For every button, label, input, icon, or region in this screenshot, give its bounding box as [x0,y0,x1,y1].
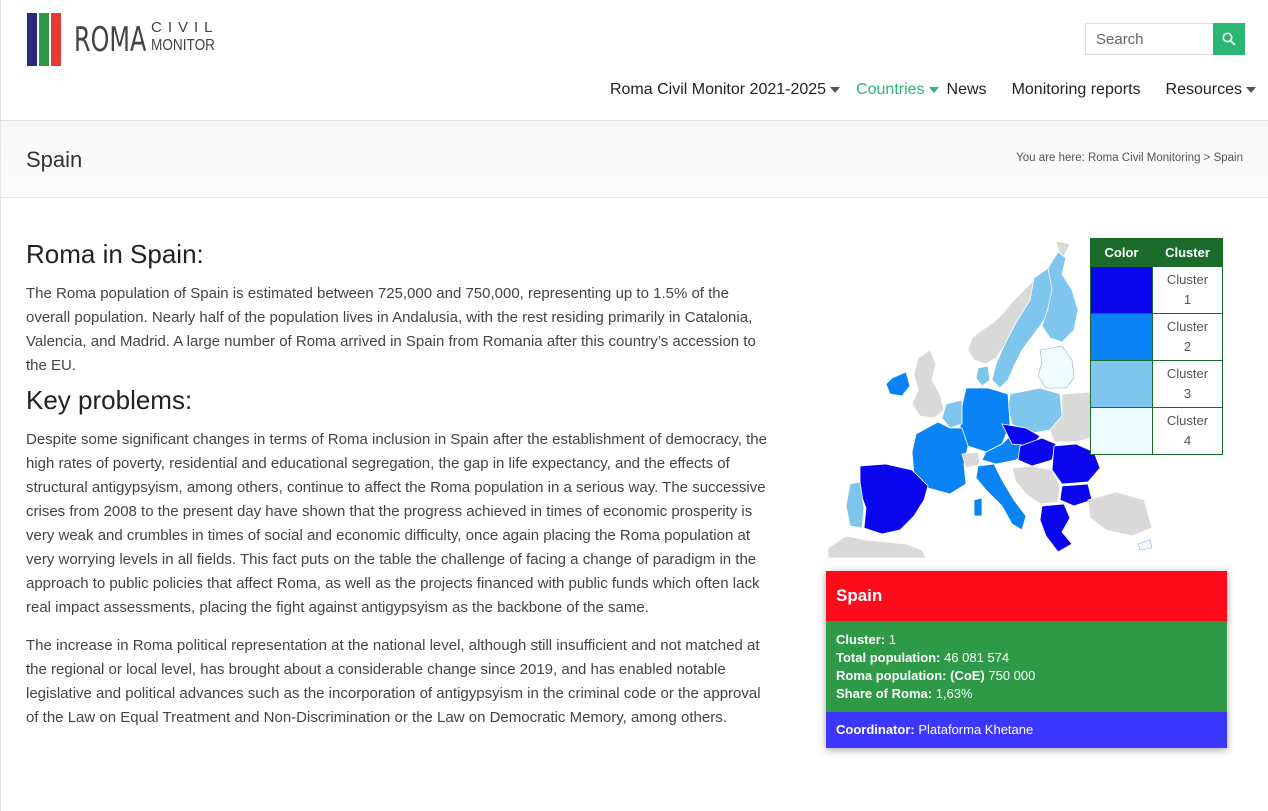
legend-color-swatch [1091,408,1153,455]
search-button[interactable] [1213,23,1245,55]
map-region-bulgaria[interactable] [1060,484,1092,506]
map-region-germany[interactable] [960,388,1010,452]
card-cluster-value: 1 [885,632,896,647]
card-share-label: Share of Roma: [836,686,933,701]
card-roma-population-label: Roma population: (CoE) [836,668,985,683]
legend-cluster-label [1153,408,1223,455]
legend-cluster-word: Cluster [1166,366,1209,381]
card-title: Spain [826,571,1227,621]
card-stats [826,621,1227,712]
logo-word-monitor: MONITOR [151,37,215,54]
legend-cluster-label [1153,314,1223,361]
legend-cluster-number: 4 [1183,433,1192,448]
card-share-value: 1,63% [932,686,973,701]
logo-bar-blue [27,13,37,66]
legend-cluster-word: Cluster [1166,319,1209,334]
card-share-line [836,685,1217,703]
logo-bar-red [51,13,61,66]
nav-item-news[interactable] [947,81,987,99]
legend-row [1091,361,1223,408]
country-info-card [826,571,1227,748]
map-region-turkey[interactable] [1088,492,1152,536]
card-total-population-line [836,649,1217,667]
breadcrumb [1016,152,1243,164]
legend-cluster-number: 2 [1183,339,1192,354]
breadcrumb-prefix: You are here: [1016,152,1088,164]
chevron-down-icon [1246,87,1256,93]
paragraph-roma-population: The Roma population of Spain is estimated between 725,000 and 750,000, representing up to 1.5% of the overall population. Nearly half of the population lives in Andalusia, with the rest residing primarily in Catalonia, Valencia, and Madrid. A large number of Roma arrived in Spain from Romania after this country’s accession to the EU. [26,285,756,374]
logo-bars [27,13,65,67]
card-total-population-label: Total population: [836,650,941,665]
site-logo[interactable] [27,13,227,67]
card-total-population-value: 46 081 574 [940,650,1010,665]
legend-cluster-word: Cluster [1166,272,1209,287]
card-coordinator-label: Coordinator: [836,722,915,737]
legend-color-swatch [1091,361,1153,408]
paragraph-key-problems: Despite some significant changes in terms of Roma inclusion in Spain after the establishment of democracy, the high rates of poverty, residential and educational segregation, the gap in life expectancy, and the effects of structural antigypsyism, among others, continue to affect the Roma population in a serious way. The successive crises from 2008 to the present day have shown that the progress achieved in times of economic prosperity is very weak and crumbles in times of social and economic difficulty, once again placing the Roma population at very worrying levels in all fields. This fact puts on the table the challenge of facing a change of paradigm in the approach to public policies that affect Roma, as well as the projects financed with public funds which often lack real impact assessments, placing the fight against antigypsyism as the backbone of the same. [26,431,767,616]
paragraph-political-representation: The increase in Roma political representation at the national level, although still insufficient and not matched at the regional or local level, has brought about a considerable change since 2019, and has enabled notable legislative and political advances such as the incorporation of antigypsyism in the criminal code or the approval of the Law on Equal Treatment and Non-Discrimination or the Law on Democratic Memory, among others. [26,637,761,726]
cluster-legend-table [1090,238,1223,455]
nav-item-label: Monitoring reports [1011,81,1141,98]
chevron-down-icon [929,87,939,93]
heading-roma-in-spain: Roma in Spain: [26,239,204,269]
nav-item-label: Roma Civil Monitor 2021-2025 [609,81,827,98]
legend-color-swatch [1091,314,1153,361]
legend-row [1091,408,1223,455]
page-title: Spain [26,147,83,172]
main-nav [585,78,1256,102]
legend-row [1091,314,1223,361]
map-region-uk[interactable] [912,350,944,418]
map-region-cyprus[interactable] [1138,540,1152,550]
map-region-portugal[interactable] [846,482,864,528]
breadcrumb-separator: > [1200,152,1214,164]
map-region-ireland[interactable] [886,372,910,396]
chevron-down-icon [830,87,840,93]
nav-item-monitoring-reports[interactable] [1012,81,1141,99]
card-roma-population-value: 750 000 [984,668,1036,683]
breadcrumb-current: Spain [1213,152,1243,164]
legend-header-cluster: Cluster [1153,239,1223,267]
card-coordinator [826,712,1227,748]
nav-item-label: News [946,81,987,98]
search-input[interactable] [1085,23,1214,55]
map-region-baltics[interactable] [1038,346,1074,388]
map-region-benelux[interactable] [942,400,962,428]
legend-row [1091,267,1223,314]
card-roma-population-line [836,667,1217,685]
page-title-bar [0,121,1268,198]
legend-cluster-word: Cluster [1166,413,1209,428]
card-cluster-label: Cluster: [836,632,886,647]
nav-item-countries[interactable] [856,81,938,99]
legend-cluster-number: 1 [1183,292,1192,307]
map-region-balkans[interactable] [1012,466,1060,504]
article-content [26,238,776,730]
map-region-switzerland[interactable] [962,452,980,468]
legend-header-row [1091,239,1223,267]
nav-item-roma-civil-monitor[interactable] [610,81,840,99]
card-cluster-line [836,631,1217,649]
search-form [1085,23,1245,55]
card-coordinator-value: Plataforma Khetane [914,722,1034,737]
legend-cluster-number: 3 [1183,386,1192,401]
map-region-sardinia[interactable] [974,498,982,516]
legend-color-swatch [1091,267,1153,314]
legend-header-color: Color [1091,239,1153,267]
heading-key-problems: Key problems: [26,385,193,415]
nav-item-label: Resources [1165,81,1242,98]
legend-cluster-label [1153,267,1223,314]
logo-bar-green [39,13,49,66]
nav-item-label: Countries [856,81,925,98]
logo-word-civil: CIVIL [151,19,219,36]
site-header [0,0,1268,121]
breadcrumb-home-link[interactable]: Roma Civil Monitoring [1087,152,1201,164]
logo-word-roma: ROMA [74,20,147,60]
map-region-greece[interactable] [1040,504,1072,552]
map-region-north-africa[interactable] [828,536,926,558]
legend-cluster-label [1153,361,1223,408]
search-icon [1222,32,1236,46]
map-region-denmark[interactable] [976,366,990,386]
nav-item-resources[interactable] [1166,81,1256,99]
